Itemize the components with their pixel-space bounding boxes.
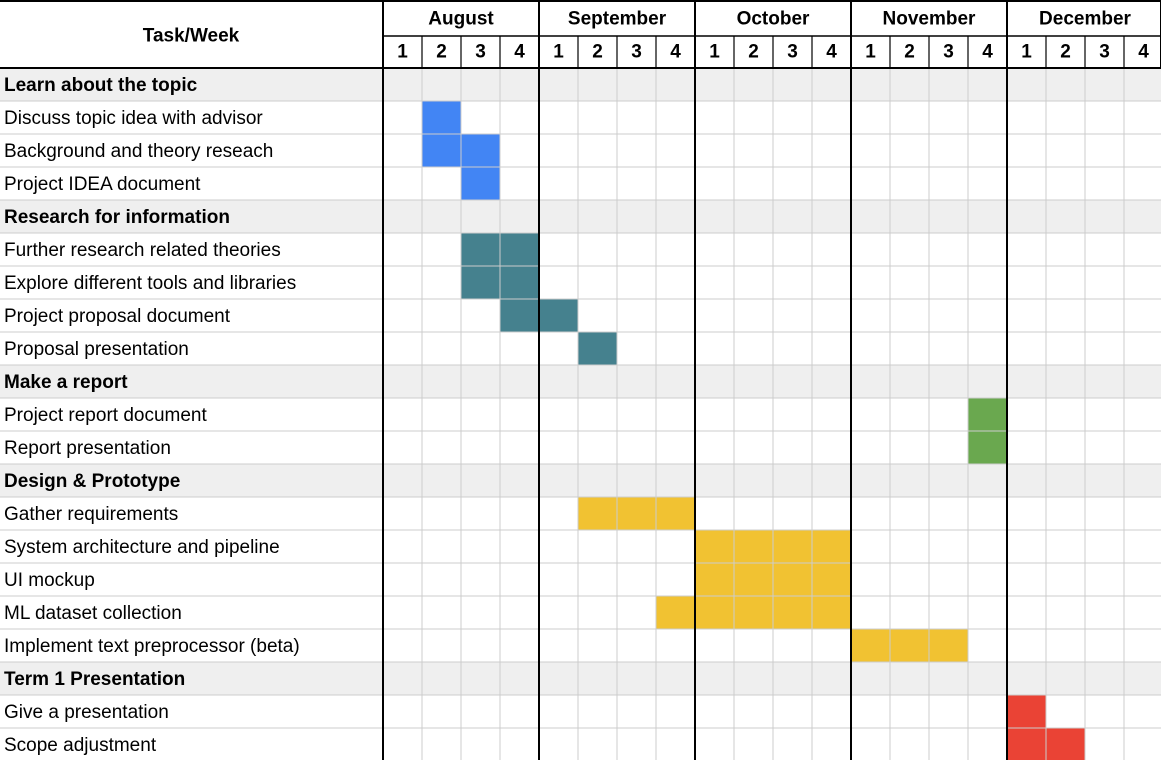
week-number-label: 2: [592, 41, 603, 63]
week-number-label: 1: [553, 41, 564, 63]
gantt-bar-cell: [695, 596, 734, 629]
gantt-bar-cell: [734, 563, 773, 596]
task-label: Project proposal document: [4, 306, 231, 327]
task-label: Project report document: [4, 405, 207, 426]
task-label: Discuss topic idea with advisor: [4, 108, 263, 129]
section-label: Design & Prototype: [4, 471, 181, 492]
week-number-label: 2: [904, 41, 915, 63]
task-label: Implement text preprocessor (beta): [4, 636, 300, 657]
task-label: UI mockup: [4, 570, 95, 591]
gantt-bar-cell: [890, 629, 929, 662]
task-label: Gather requirements: [4, 504, 179, 525]
task-label: Give a presentation: [4, 702, 169, 723]
gantt-bar-cell: [461, 167, 500, 200]
gantt-bar-cell: [422, 101, 461, 134]
week-number-label: 4: [514, 41, 525, 63]
week-number-label: 2: [748, 41, 759, 63]
gantt-bar-cell: [734, 530, 773, 563]
gantt-bar-cell: [578, 332, 617, 365]
gantt-bar-cell: [773, 530, 812, 563]
week-number-label: 1: [709, 41, 720, 63]
gantt-bar-cell: [617, 497, 656, 530]
task-label: Explore different tools and libraries: [4, 273, 297, 294]
section-label: Make a report: [4, 372, 128, 393]
task-label: ML dataset collection: [4, 603, 182, 624]
week-number-label: 2: [1060, 41, 1071, 63]
gantt-bar-cell: [656, 497, 695, 530]
task-label: Further research related theories: [4, 240, 281, 261]
gantt-bar-cell: [734, 596, 773, 629]
month-label: October: [736, 8, 810, 30]
week-number-label: 2: [436, 41, 447, 63]
week-number-label: 1: [1021, 41, 1032, 63]
gantt-bar-cell: [1046, 728, 1085, 760]
gantt-bar-cell: [695, 530, 734, 563]
gantt-bar-cell: [851, 629, 890, 662]
month-label: November: [882, 8, 976, 30]
week-number-label: 1: [865, 41, 876, 63]
gantt-bar-cell: [461, 266, 500, 299]
gantt-bar-cell: [422, 134, 461, 167]
task-label: Report presentation: [4, 438, 171, 459]
gantt-bar-cell: [500, 299, 539, 332]
week-number-label: 3: [943, 41, 954, 63]
month-label: December: [1039, 8, 1131, 30]
task-label: System architecture and pipeline: [4, 537, 280, 558]
gantt-bar-cell: [461, 233, 500, 266]
section-label: Research for information: [4, 207, 230, 228]
task-label: Proposal presentation: [4, 339, 189, 360]
gantt-bar-cell: [929, 629, 968, 662]
week-number-label: 3: [787, 41, 798, 63]
gantt-bar-cell: [812, 596, 851, 629]
week-number-label: 4: [982, 41, 993, 63]
task-label: Scope adjustment: [4, 735, 157, 756]
gantt-bar-cell: [1007, 728, 1046, 760]
week-number-label: 3: [1099, 41, 1110, 63]
month-label: August: [428, 8, 494, 30]
gantt-bar-cell: [500, 266, 539, 299]
gantt-bar-cell: [968, 431, 1007, 464]
gantt-bar-cell: [812, 530, 851, 563]
week-number-label: 4: [670, 41, 681, 63]
month-label: September: [567, 8, 667, 30]
week-number-label: 4: [826, 41, 837, 63]
week-number-label: 3: [475, 41, 486, 63]
gantt-bar-cell: [1007, 695, 1046, 728]
task-label: Project IDEA document: [4, 174, 201, 195]
task-week-header: Task/Week: [142, 25, 240, 47]
task-label: Background and theory reseach: [4, 141, 274, 162]
gantt-bar-cell: [578, 497, 617, 530]
gantt-bar-cell: [773, 596, 812, 629]
gantt-bar-cell: [812, 563, 851, 596]
gantt-bar-cell: [968, 398, 1007, 431]
gantt-bar-cell: [461, 134, 500, 167]
gantt-bar-cell: [773, 563, 812, 596]
gantt-bar-cell: [695, 563, 734, 596]
section-label: Term 1 Presentation: [4, 669, 186, 690]
week-number-label: 1: [397, 41, 408, 63]
gantt-bar-cell: [500, 233, 539, 266]
gantt-bar-cell: [539, 299, 578, 332]
gantt-bar-cell: [656, 596, 695, 629]
section-label: Learn about the topic: [4, 75, 198, 96]
section-row-bg: [0, 365, 1161, 398]
week-number-label: 3: [631, 41, 642, 63]
week-number-label: 4: [1138, 41, 1149, 63]
